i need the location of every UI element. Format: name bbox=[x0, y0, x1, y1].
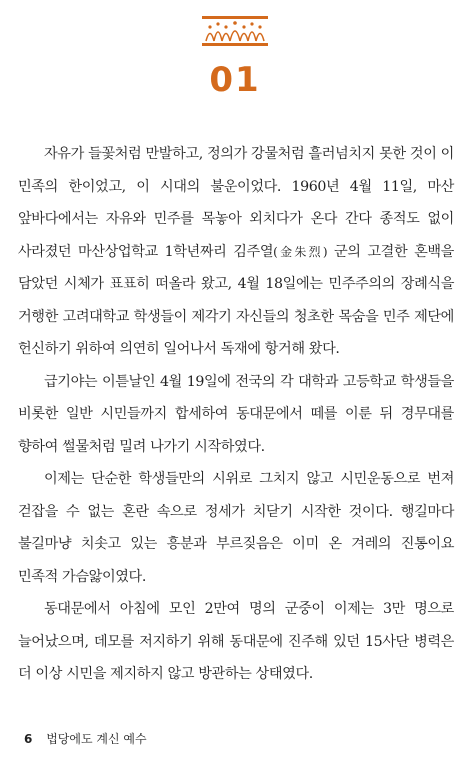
paragraph-1-text-b: 군의 고결한 혼백을 담았던 시체가 표표히 떠올라 왔고, 4월 18일에는 민주주의의 장례식을 거행한 고려대학교 학생들이 제각기 자신들의 청초한 목숨을 민주 제단에 헌신하기 위하여 의연히 일어나서 독재에 항거해 왔다. bbox=[18, 243, 454, 357]
paragraph-2: 급기야는 이튿날인 4월 19일에 전국의 각 대학과 고등학교 학생들을 비롯한 일반 시민들까지 합세하여 동대문에서 떼를 이룬 뒤 경무대를 향하여 썰물처럼 밀려 나가기 시작하였다. bbox=[18, 373, 454, 455]
ornament-icon bbox=[200, 14, 270, 48]
book-title: 법당에도 계신 예수 bbox=[46, 732, 147, 746]
chapter-number: 01 bbox=[209, 60, 261, 100]
paragraph-3: 이제는 단순한 학생들만의 시위로 그치지 않고 시민운동으로 번져 걷잡을 수 없는 혼란 속으로 정세가 치닫기 시작한 것이다. 행길마다 불길마냥 치솟고 있는 흥분과 부르짖음은 이미 온 겨레의 진통이요 민족적 가슴앓이였다. bbox=[18, 471, 454, 585]
page-number: 6 bbox=[24, 732, 33, 746]
page-footer bbox=[24, 730, 147, 747]
paragraph-1-text-a: 자유가 들꽃처럼 만발하고, 정의가 강물처럼 흘러넘치지 못한 것이 이 민족의 한이었고, 이 시대의 불운이었다. 1960년 4월 11일, 마산 앞바다에서는 자유와 민주를 목놓아 외치다가 온다 간다 종적도 없이 사라졌던 마산상업학교 1학년짜리 김주열 bbox=[18, 146, 454, 260]
body-text bbox=[18, 138, 454, 691]
paragraph-1 bbox=[18, 138, 454, 366]
paragraph-4: 동대문에서 아침에 모인 2만여 명의 군중이 이제는 3만 명으로 늘어났으며, 데모를 저지하기 위해 동대문에 진주해 있던 15사단 병력은 더 이상 시민을 제지하지 않고 방관하는 상태였다. bbox=[18, 601, 454, 682]
hanja-name: (金朱烈) bbox=[273, 244, 328, 259]
